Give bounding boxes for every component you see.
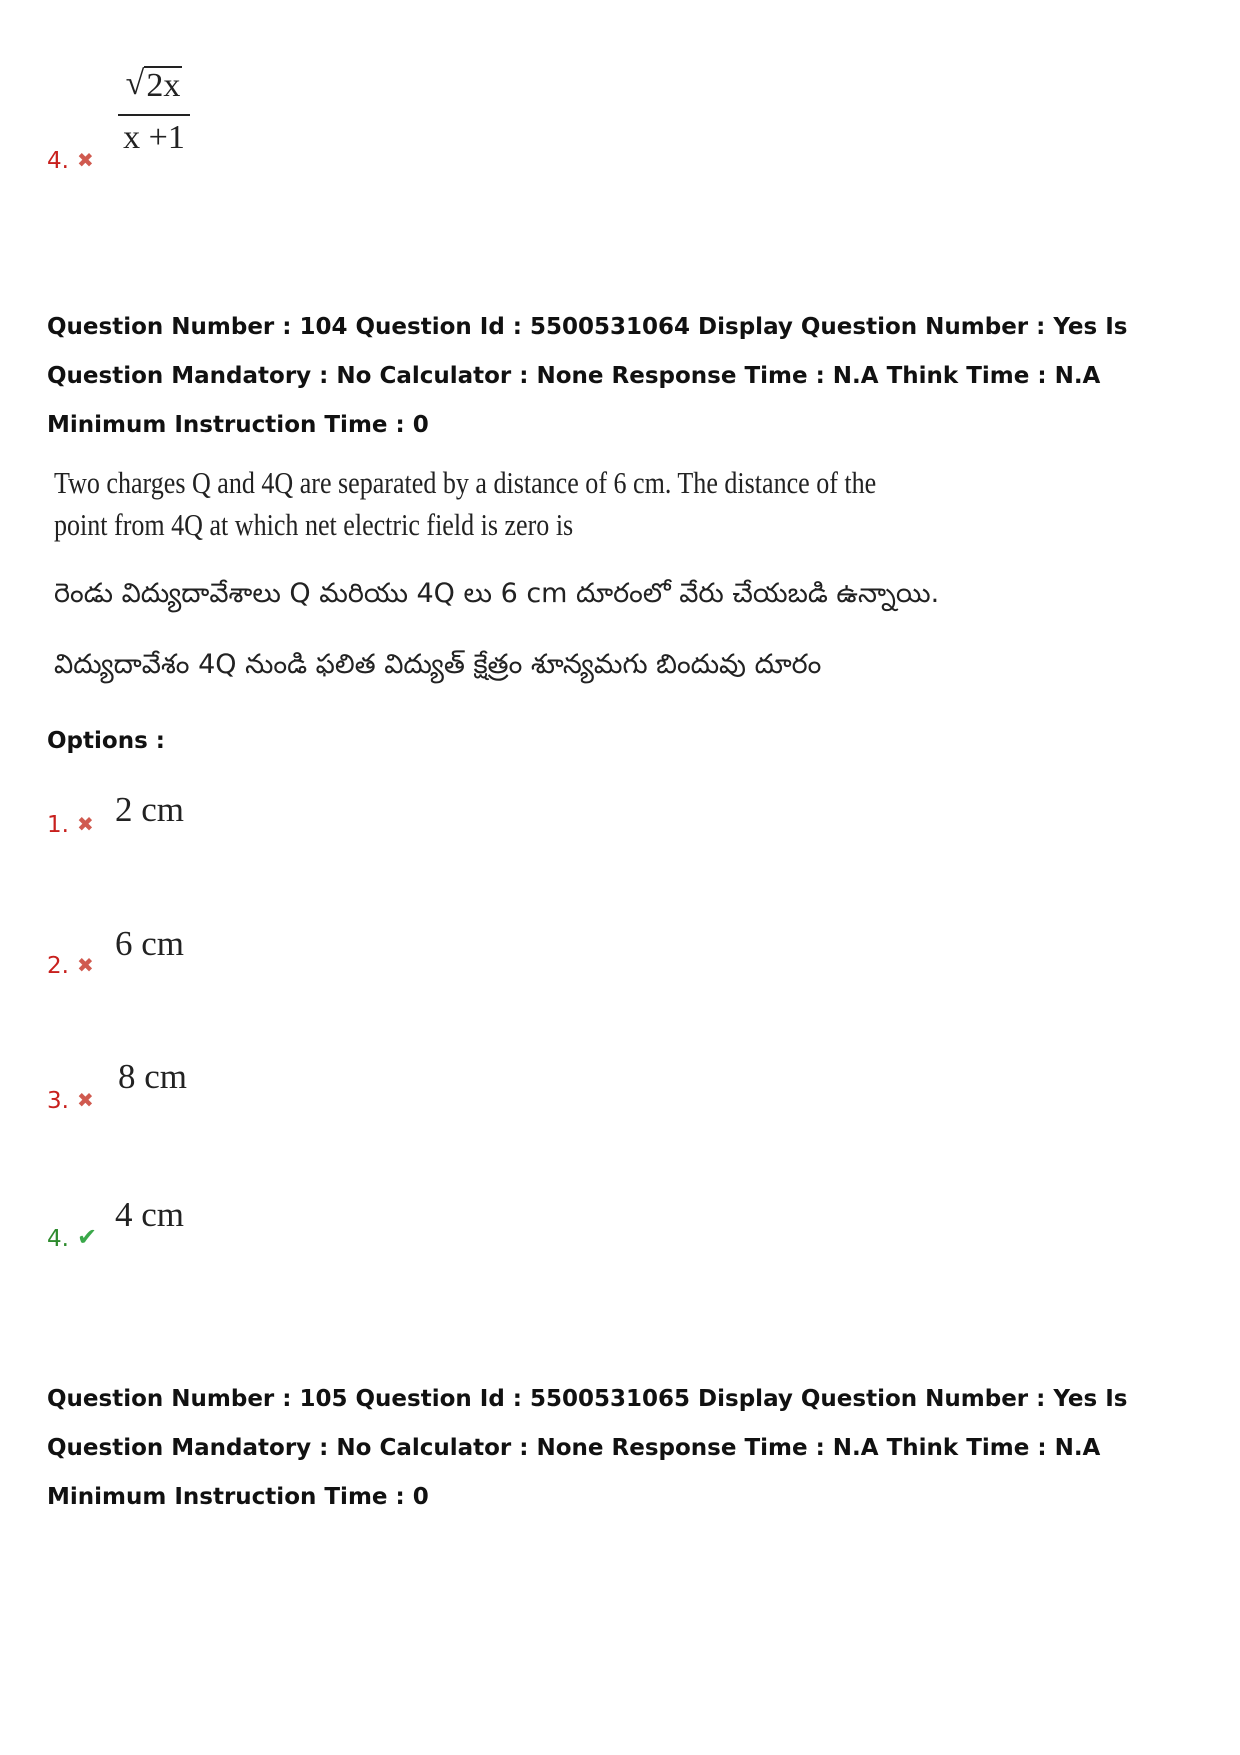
option-1-number [47, 810, 94, 839]
option-3-value: 8 cm [118, 1057, 188, 1096]
check-icon: ✔ [76, 1223, 98, 1251]
fraction-numerator [118, 66, 190, 112]
cross-icon: ✖ [76, 812, 94, 836]
options-label: Options : [47, 728, 165, 754]
fraction-bar [118, 114, 190, 116]
cross-icon: ✖ [76, 1088, 94, 1112]
question-104-text-te-2: విద్యుదావేశం 4Q నుండి ఫలిత విద్యుత్ క్షేత్రం శూన్యమగు బిందువు దూరం [54, 649, 822, 680]
fraction-denominator: x +1 [123, 119, 185, 156]
cross-icon: ✖ [76, 953, 94, 977]
option-4-number [47, 1223, 97, 1253]
option-number-text: 4. [47, 148, 69, 174]
question-104-meta: Question Number : 104 Question Id : 5500531064 Display Question Number : Yes Is Question Mandatory : No Calculator : None Response Time : N.A Think Time : N.A Minimum Instruction Time : 0 [47, 314, 1128, 438]
question-104-text-en [54, 462, 877, 546]
sqrt-icon: √ [125, 65, 145, 102]
option-number-text: 4. [47, 1226, 69, 1252]
radicand: 2x [146, 67, 181, 104]
option-2-number [47, 951, 94, 980]
option-1-value: 2 cm [115, 790, 185, 829]
option-3-number [47, 1086, 94, 1115]
option-4-value: 4 cm [115, 1195, 185, 1234]
cross-icon: ✖ [76, 148, 94, 172]
question-text-line: Two charges Q and 4Q are separated by a distance of 6 cm. The distance of the [54, 465, 877, 500]
option-2-value: 6 cm [115, 924, 185, 963]
question-104-text-te-1: రెండు విద్యుదావేశాలు Q మరియు 4Q లు 6 cm దూరంలో వేరు చేయబడి ఉన్నాయి. [54, 578, 940, 609]
question-105-meta: Question Number : 105 Question Id : 5500531065 Display Question Number : Yes Is Question Mandatory : No Calculator : None Response Time : N.A Think Time : N.A Minimum Instruction Time : 0 [47, 1386, 1128, 1510]
prev-option-4-fraction [118, 66, 190, 156]
prev-option-4-number [47, 146, 94, 175]
question-text-line: point from 4Q at which net electric field is zero is [54, 507, 574, 542]
option-number-text: 1. [47, 812, 69, 838]
option-number-text: 3. [47, 1088, 69, 1114]
option-number-text: 2. [47, 953, 69, 979]
